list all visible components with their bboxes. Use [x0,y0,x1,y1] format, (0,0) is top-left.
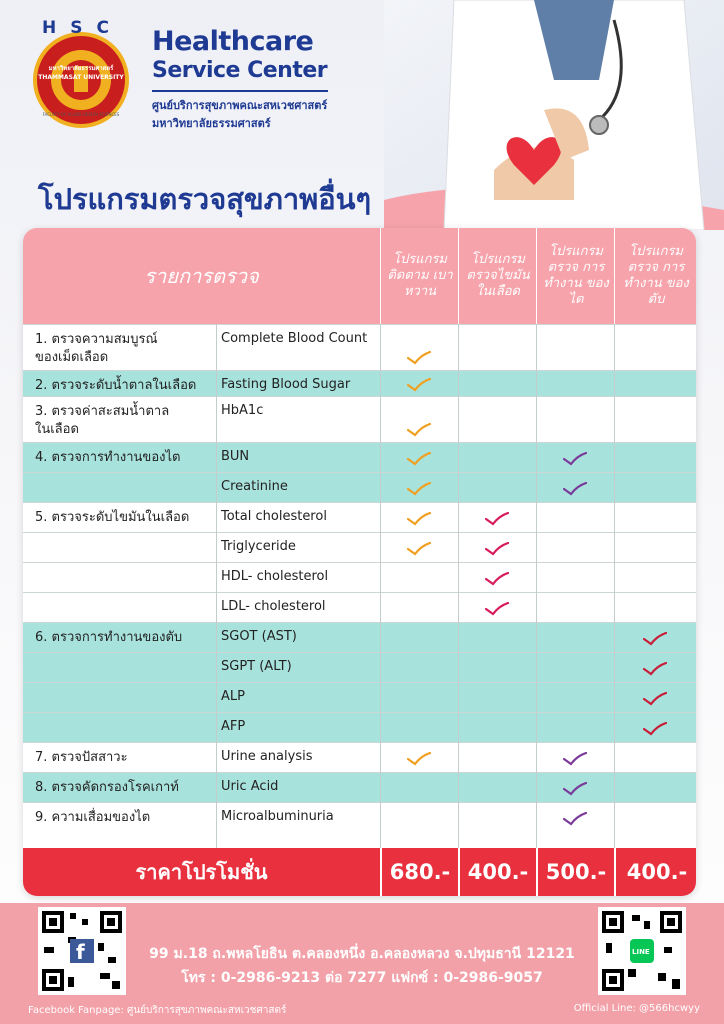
header-items: รายการตรวจ [144,264,259,288]
table-row [23,502,696,533]
table-row [23,442,696,473]
address: 99 ม.18 ถ.พหลโยธิน ต.คลองหนึ่ง อ.คลองหลวง จ.ปทุมธานี 12121 [149,946,575,962]
row-item-line2: ของเม็ดเลือด [35,350,109,365]
program-table [23,228,696,896]
checkmark-icon [485,542,509,556]
header-lipid: โปรแกรม ตรวจไขมัน ในเลือด [458,228,537,324]
row-test-name: Microalbuminuria [221,809,334,824]
row-item-name [35,749,128,767]
checkmark-icon [407,752,431,766]
row-test-name: SGOT (AST) [221,629,297,644]
logo-letters: HSC [42,18,123,38]
checkmark-icon [563,782,587,796]
doctor-heart-illustration [384,0,724,230]
row-item-line2: ในเลือด [35,422,79,437]
table-row [23,370,696,397]
price-liver: 400.- [614,848,696,896]
header-liver: โปรแกรม ตรวจ การทำงาน ของตับ [614,228,696,324]
checkmark-icon [563,482,587,496]
row-test-name: AFP [221,719,246,734]
row-item-line1: 1. ตรวจความสมบูรณ์ [35,332,158,347]
checkmark-icon [563,752,587,766]
checkmark-icon [485,602,509,616]
facebook-icon: f [76,940,85,964]
price-lipid: 400.- [458,848,536,896]
checkmark-icon [407,512,431,526]
row-test-name: Uric Acid [221,779,279,794]
row-item-name [35,779,179,797]
checkmark-icon [563,452,587,466]
price-diabetes: 680.- [380,848,458,896]
table-row [23,742,696,773]
row-item-line1: 3. ตรวจค่าสะสมน้ำตาล [35,404,170,419]
table-row [23,396,696,443]
checkmark-icon [407,351,431,365]
row-item-name [35,449,180,467]
table-row [23,472,696,503]
table-row [23,592,696,623]
row-item-line1: 9. ความเสื่อมของไต [35,810,151,825]
price-label: ราคาโปรโมชั่น [135,860,268,884]
checkmark-icon [643,722,667,736]
row-item-line1: 8. ตรวจคัดกรองโรคเกาท์ [35,780,179,795]
brand-title: Healthcare [152,26,314,57]
row-test-name: ALP [221,689,245,704]
row-test-name: LDL- cholesterol [221,599,326,614]
table-row [23,652,696,683]
col-divider [216,324,217,848]
checkmark-icon [485,512,509,526]
price-kidney: 500.- [536,848,614,896]
line-icon: LINE [632,948,650,956]
table-header [23,228,696,324]
checkmark-icon [643,692,667,706]
col-divider [614,324,615,848]
page-title: โปรแกรมตรวจสุขภาพอื่นๆ [38,182,372,216]
row-item-name [35,509,189,527]
row-test-name: Creatinine [221,479,288,494]
header-kidney: โปรแกรม ตรวจ การทำงาน ของไต [536,228,615,324]
row-test-name: BUN [221,449,250,464]
col-divider [536,324,537,848]
row-test-name: Urine analysis [221,749,313,764]
row-item-name [35,629,182,647]
row-item-name [35,331,158,367]
checkmark-icon [407,378,431,392]
row-test-name: HDL- cholesterol [221,569,329,584]
row-item-name [35,809,150,827]
row-item-line1: 4. ตรวจการทำงานของไต [35,450,181,465]
row-test-name: SGPT (ALT) [221,659,292,674]
table-row [23,324,696,371]
checkmark-icon [485,572,509,586]
table-row [23,562,696,593]
table-row [23,802,696,833]
row-item-name [35,403,169,439]
row-item-line1: 7. ตรวจปัสสาวะ [35,750,128,765]
checkmark-icon [563,812,587,826]
checkmark-icon [407,482,431,496]
checkmark-icon [407,452,431,466]
facebook-fanpage-text: Facebook Fanpage: ศูนย์บริการสุขภาพคณะสหเวชศาสตร์ [28,1005,287,1016]
brand-divider [152,90,328,92]
logo-bottom-text: FACULTY OF ALLIED HEALTH SCIENCES [42,112,120,117]
table-row [23,772,696,803]
checkmark-icon [643,632,667,646]
row-item-line1: 6. ตรวจการทำงานของตับ [35,630,183,645]
table-row [23,712,696,743]
row-test-name: HbA1c [221,403,264,418]
official-line-text: Official Line: @566hcwyy [573,1003,700,1014]
header-diabetes: โปรแกรม ติดตาม เบาหวาน [380,228,459,324]
table-row [23,682,696,713]
row-item-line1: 2. ตรวจระดับน้ำตาลในเลือด [35,378,197,393]
price-row [23,848,696,896]
thai-center-name: ศูนย์บริการสุขภาพคณะสหเวชศาสตร์ [152,99,328,112]
table-row [23,622,696,653]
row-test-name: Fasting Blood Sugar [221,377,351,392]
checkmark-icon [407,542,431,556]
logo-ring-text: มหาวิทยาลัยธรรมศาสตร์ THAMMASAT UNIVERSITY [38,65,124,81]
table-row [23,532,696,563]
brand-subtitle: Service Center [152,58,328,83]
row-item-name [35,377,196,395]
col-divider [458,324,459,848]
col-divider [380,324,381,848]
row-test-name: Complete Blood Count [221,331,368,346]
row-item-line1: 5. ตรวจระดับไขมันในเลือด [35,510,190,525]
row-test-name: Triglyceride [221,539,296,554]
checkmark-icon [407,423,431,437]
row-test-name: Total cholesterol [221,509,327,524]
checkmark-icon [643,662,667,676]
phone-fax: โทร : 0-2986-9213 ต่อ 7277 แฟกซ์ : 0-2986-9057 [181,970,543,986]
thai-university-name: มหาวิทยาลัยธรรมศาสตร์ [152,117,271,130]
